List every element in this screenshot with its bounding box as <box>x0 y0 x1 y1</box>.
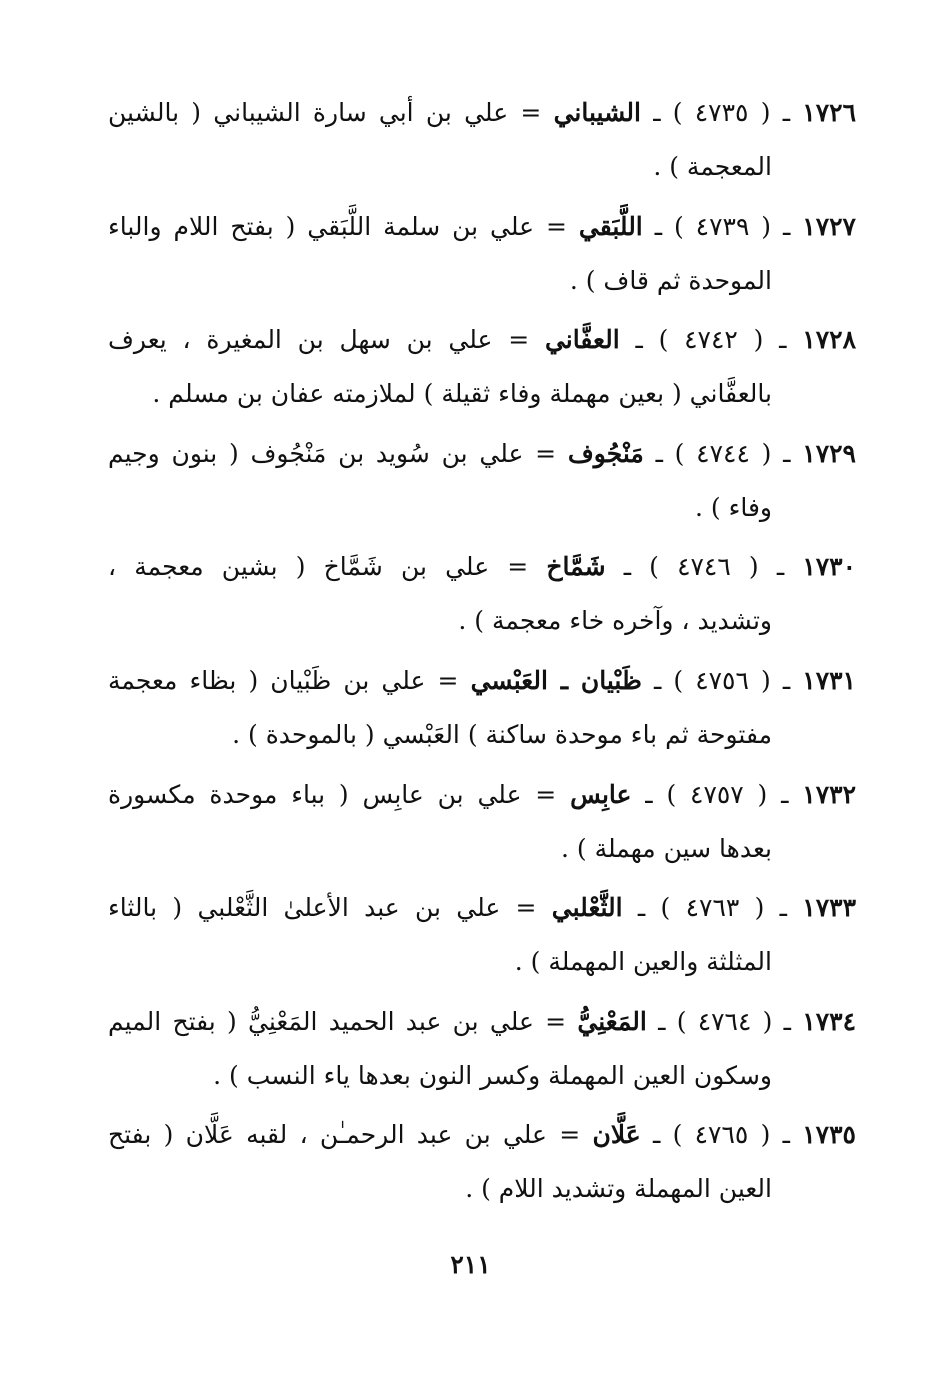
entry-continuation: بعدها سين مهملة ) . <box>561 833 772 863</box>
entry-first-line <box>108 427 856 481</box>
entry-number: ١٧٢٧ <box>802 211 856 241</box>
entry-number: ١٧٣٢ <box>802 779 856 809</box>
entry-continuation: المعجمة ) . <box>653 152 772 181</box>
entry-description: = علي بن أبي سارة الشيباني ( بالشين <box>108 98 542 127</box>
entry-number: ١٧٣٣ <box>802 893 856 923</box>
entry-continuation: وسكون العين المهملة وكسر النون بعدها ياء النسب ) . <box>213 1060 772 1090</box>
entry-number: ١٧٣٤ <box>802 1006 856 1036</box>
entry-name: شَمَّاخ <box>546 552 606 582</box>
entry-reference: ـ ( ٤٧٤٢ ) ـ <box>635 325 787 355</box>
entry-description: = علي بن سهل بن المغيرة ، يعرف <box>108 325 530 355</box>
entry-reference: ـ ( ٤٧٥٧ ) ـ <box>645 779 789 809</box>
entry-name: الثَّعْلبي <box>551 893 623 923</box>
entry-reference: ـ ( ٤٧٣٩ ) ـ <box>654 211 791 241</box>
entry-continuation: المثلثة والعين المهملة ) . <box>514 947 772 977</box>
entry-continuation: الموحدة ثم قاف ) . <box>569 265 772 295</box>
entry-name: المَعْنِيُّ <box>577 1006 647 1036</box>
entry <box>108 86 856 200</box>
entry-first-line <box>108 540 856 594</box>
entry-number: ١٧٣٥ <box>802 1120 856 1150</box>
entry-reference: ـ ( ٤٧٦٥ ) ـ <box>652 1120 790 1150</box>
entry-reference: ـ ( ٤٧٦٣ ) ـ <box>637 893 787 923</box>
entry-continuation: وتشديد ، وآخره خاء معجمة ) . <box>458 606 772 636</box>
entry-description: = علي بن عابِس ( بباء موحدة مكسورة <box>108 779 557 809</box>
entry <box>108 768 856 882</box>
entry-first-line <box>108 654 856 708</box>
entry-number: ١٧٢٨ <box>802 325 856 355</box>
entry-continuation: مفتوحة ثم باء موحدة ساكنة ) العَبْسي ( بالموحدة ) . <box>232 719 772 749</box>
entry-name: عابِس <box>570 779 632 809</box>
entry-description: = علي بن شَمَّاخ ( بشين معجمة ، <box>108 552 529 582</box>
entry-first-line <box>108 768 856 822</box>
entry-description: = علي بن عبد الأعلىٰ الثَّعْلبي ( بالثاء <box>108 893 537 923</box>
entry-continuation: العين المهملة وتشديد اللام ) . <box>465 1174 772 1204</box>
entry-first-line <box>108 200 856 254</box>
entry-number: ١٧٣٠ <box>802 552 856 582</box>
entry-reference: ـ ( ٤٧٣٥ ) ـ <box>653 98 791 127</box>
entry-name: العفَّاني <box>544 325 620 355</box>
entry-number: ١٧٢٦ <box>802 98 856 127</box>
entry-first-line <box>108 881 856 935</box>
entry-description: = علي بن عبد الحميد المَعْنِيُّ ( بفتح الميم <box>108 1006 567 1036</box>
entry-reference: ـ ( ٤٧٥٦ ) ـ <box>653 665 791 695</box>
entry-name: مَنْجُوف <box>567 438 644 468</box>
entry <box>108 427 856 541</box>
entry <box>108 200 856 314</box>
entry-reference: ـ ( ٤٧٤٦ ) ـ <box>623 552 785 582</box>
entry <box>108 881 856 995</box>
entry-name: ظَبْيان ـ العَبْسي <box>470 665 642 695</box>
entry <box>108 654 856 768</box>
entry-continuation: بالعفَّاني ( بعين مهملة وفاء ثقيلة ) لملازمته عفان بن مسلم . <box>152 379 772 409</box>
entry-description: = علي بن سُويد بن مَنْجُوف ( بنون وجيم <box>108 438 557 468</box>
entry-name: عَلَّان <box>592 1120 641 1150</box>
entry-name: اللَّبَقي <box>578 211 643 241</box>
page-number: ٢١١ <box>450 1250 491 1279</box>
entry-first-line <box>108 86 856 140</box>
entry <box>108 995 856 1109</box>
entry-continuation: وفاء ) . <box>695 492 772 522</box>
entry-description: = علي بن عبد الرحمـٰن ، لقبه عَلَّان ( بفتح <box>108 1120 581 1150</box>
entry-description: = علي بن ظَبْيان ( بظاء معجمة <box>108 665 459 695</box>
entries-list <box>108 86 856 1222</box>
entry-number: ١٧٢٩ <box>802 438 856 468</box>
entry <box>108 540 856 654</box>
entry-first-line <box>108 1108 856 1162</box>
entry <box>108 1108 856 1222</box>
entry-number: ١٧٣١ <box>802 665 856 695</box>
entry-name: الشيباني <box>553 98 641 127</box>
entry-reference: ـ ( ٤٧٤٤ ) ـ <box>655 438 791 468</box>
entry-first-line <box>108 313 856 367</box>
entry-description: = علي بن سلمة اللَّبَقي ( بفتح اللام والباء <box>108 211 567 241</box>
entry <box>108 313 856 427</box>
entry-first-line <box>108 995 856 1049</box>
entry-reference: ـ ( ٤٧٦٤ ) ـ <box>658 1006 792 1036</box>
